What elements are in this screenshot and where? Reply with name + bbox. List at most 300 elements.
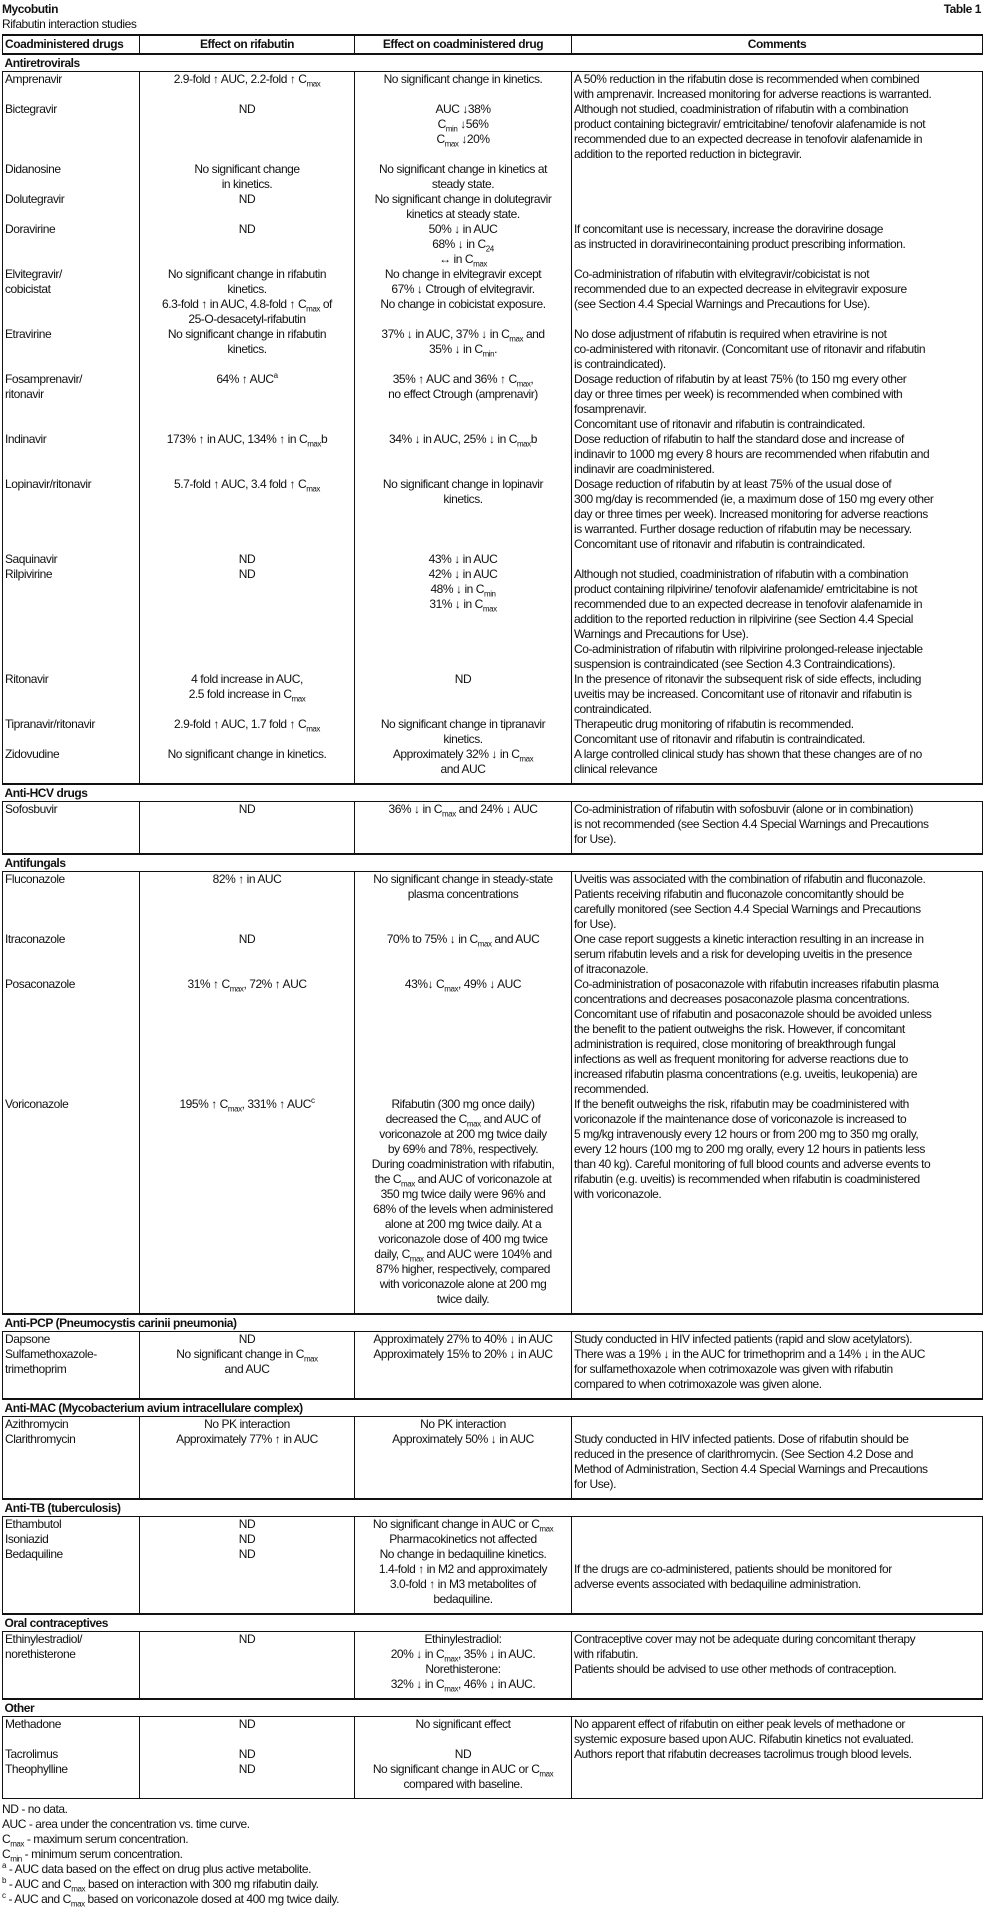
effect-on-coadministered-cell — [355, 1632, 572, 1693]
effect-on-rifabutin-cell-line: ND — [238, 567, 256, 581]
drug-cell — [3, 1762, 140, 1792]
comments-cell — [572, 1532, 983, 1547]
drug-cell-line: Ethinylestradiol/ — [5, 1632, 83, 1646]
drug-cell-line: Lopinavir/ritonavir — [5, 477, 92, 491]
comments-cell-line: Co-administration of rifabutin with rilpivirine prolonged-release injectable — [574, 642, 923, 656]
footnote: $^b$ - AUC and $C_{max}$ based on interaction with 300 mg rifabutin daily. — [2, 1876, 319, 1894]
interaction-table — [2, 34, 983, 1799]
comments-cell-line: with amprenavir. Increased monitoring for adverse reactions is warranted. — [574, 87, 932, 101]
comments-cell-line: No apparent effect of rifabutin on either peak levels of methadone or — [574, 1717, 905, 1731]
effect-on-coadministered-cell-line: 43%↓ $C_{max}$, 49% ↓ AUC — [404, 977, 522, 994]
comments-cell-line: Warnings and Precautions for Use). — [574, 627, 749, 641]
comments-cell — [572, 102, 983, 162]
effect-on-rifabutin-cell-line: ND — [238, 802, 256, 816]
table-row — [3, 222, 983, 267]
effect-on-rifabutin-cell — [140, 1517, 355, 1533]
section-spacer — [3, 1392, 983, 1399]
effect-on-coadministered-cell-line: 37% ↓ in AUC, 37% ↓ in $C_{max}$ and — [381, 327, 545, 344]
comments-cell-line: for sulfamethoxazole when cotrimoxazole was given with rifabutin — [574, 1362, 893, 1376]
comments-cell-line: administration is required, close monitoring of breakthrough fungal — [574, 1037, 896, 1051]
effect-on-coadministered-cell-line: steady state. — [431, 177, 495, 191]
drug-cell-line: Saquinavir — [5, 552, 58, 566]
table-row — [3, 1347, 983, 1392]
drug-cell — [3, 1547, 140, 1607]
drug-cell-line: Theophylline — [5, 1762, 68, 1776]
effect-on-rifabutin-cell-line: No significant change in rifabutin — [167, 267, 327, 281]
comments-cell-line: addition to the reported reduction in rilpivirine (see Section 4.4 Special — [574, 612, 913, 626]
effect-on-coadministered-cell-line: 48% ↓ in $C_{min}$ — [430, 582, 496, 599]
drug-cell-line: Etravirine — [5, 327, 52, 341]
comments-cell-line: the benefit to the patient outweighs the risk. However, if concomitant — [574, 1022, 905, 1036]
effect-on-rifabutin-cell-line: ND — [238, 932, 256, 946]
effect-on-coadministered-cell-line: ND — [454, 1747, 472, 1761]
effect-on-coadministered-cell-line: No significant change in AUC or $C_{max}$ — [372, 1517, 554, 1534]
effect-on-rifabutin-cell — [140, 1762, 355, 1792]
drug-cell — [3, 1432, 140, 1492]
effect-on-coadministered-cell — [355, 1532, 572, 1547]
comments-cell — [572, 802, 983, 848]
comments-cell-line: reduced in the presence of clarithromycin. (See Section 4.2 Dose and — [574, 1447, 913, 1461]
effect-on-coadministered-cell — [355, 477, 572, 552]
effect-on-rifabutin-cell — [140, 327, 355, 372]
effect-on-rifabutin-cell-line: ND — [238, 192, 256, 206]
effect-on-coadministered-cell-line: 35% ↓ in $C_{min}$. — [429, 342, 497, 359]
drug-cell — [3, 162, 140, 192]
drug-cell-line: norethisterone — [5, 1647, 76, 1661]
comments-cell-line: Co-administration of rifabutin with sofosbuvir (alone or in combination) — [574, 802, 914, 816]
comments-cell-line: Method of Administration, Section 4.4 Special Warnings and Precautions — [574, 1462, 928, 1476]
effect-on-rifabutin-cell-line: 173% ↑ in AUC, 134% ↑ in $C_{max}b$ — [166, 432, 328, 449]
effect-on-coadministered-cell-line: No change in cobicistat exposure. — [380, 297, 546, 311]
drug-cell — [3, 1632, 140, 1693]
effect-on-rifabutin-cell — [140, 872, 355, 933]
effect-on-rifabutin-cell-line: ND — [238, 1762, 256, 1776]
comments-cell-line: One case report suggests a kinetic interaction resulting in an increase in — [574, 932, 924, 946]
effect-on-rifabutin-cell — [140, 1532, 355, 1547]
effect-on-rifabutin-cell-line: 2.5 fold increase in $C_{max}$ — [188, 687, 306, 704]
effect-on-rifabutin-cell-line: Approximately 77% ↑ in AUC — [176, 1432, 318, 1446]
effect-on-coadministered-cell-line: daily, $C_{max}$ and AUC were 104% and — [374, 1247, 552, 1264]
drug-cell-line: Didanosine — [5, 162, 61, 176]
comments-cell-line: recommended. — [574, 1082, 649, 1096]
comments-cell — [572, 432, 983, 477]
effect-on-rifabutin-cell-line: ND — [238, 222, 256, 236]
comments-cell-line: Although not studied, coadministration of rifabutin with a combination — [574, 102, 909, 116]
comments-cell-line: for Use). — [574, 1477, 616, 1491]
section-header-row — [3, 1614, 983, 1632]
table-row — [3, 267, 983, 327]
effect-on-rifabutin-cell-line: ND — [238, 1332, 256, 1346]
comments-cell-line: 5 mg/kg intravenously every 12 hours or from 200 mg to 350 mg orally, — [574, 1127, 919, 1141]
comments-cell-line: than 40 kg). Careful monitoring of full blood counts and adverse events to — [574, 1157, 931, 1171]
effect-on-rifabutin-cell — [140, 432, 355, 477]
effect-on-rifabutin-cell-line: ND — [238, 1517, 256, 1531]
footnote: $^a$ - AUC data based on the effect on drug plus active metabolite. — [2, 1861, 311, 1876]
effect-on-coadministered-cell-line: 87% higher, respectively, compared — [376, 1262, 550, 1276]
effect-on-coadministered-cell-line: No PK interaction — [420, 1417, 506, 1431]
comments-cell-line: co-administered with ritonavir. (Concomitant use of ritonavir and rifabutin — [574, 342, 926, 356]
table-row — [3, 1432, 983, 1492]
effect-on-rifabutin-cell — [140, 717, 355, 747]
effect-on-coadministered-cell — [355, 672, 572, 717]
comments-cell-line: uveitis may be increased. Concomitant use of ritonavir and rifabutin is — [574, 687, 912, 701]
table-row — [3, 1532, 983, 1547]
effect-on-rifabutin-cell — [140, 72, 355, 103]
effect-on-rifabutin-cell — [140, 1097, 355, 1307]
effect-on-rifabutin-cell-line: 25-O-desacetyl-rifabutin — [188, 312, 306, 326]
effect-on-coadministered-cell — [355, 102, 572, 162]
effect-on-coadministered-cell-line: 50% ↓ in AUC — [428, 222, 498, 236]
comments-cell — [572, 192, 983, 222]
drug-cell-line: Fosamprenavir/ — [5, 372, 83, 386]
section-title: Anti-PCP (Pneumocystis carinii pneumonia) — [3, 1314, 983, 1332]
effect-on-coadministered-cell-line: ND — [454, 672, 472, 686]
comments-cell-line: for Use). — [574, 917, 616, 931]
comments-cell — [572, 932, 983, 977]
table-row — [3, 977, 983, 1097]
column-header: Effect on coadministered drug — [355, 35, 572, 54]
drug-cell — [3, 552, 140, 567]
effect-on-rifabutin-cell — [140, 1332, 355, 1348]
comments-cell-line: fosamprenavir. — [574, 402, 647, 416]
comments-cell-line: serum rifabutin levels and a risk for developing uveitis in the presence — [574, 947, 912, 961]
comments-cell-line: systemic exposure based upon AUC. Rifabutin kinetics not evaluated. — [574, 1732, 914, 1746]
comments-cell-line: adverse events associated with bedaquiline administration. — [574, 1577, 861, 1591]
footnote: $C_{max}$ - maximum serum concentration. — [2, 1832, 189, 1849]
drug-cell-line: Sofosbuvir — [5, 802, 58, 816]
table-row — [3, 1762, 983, 1792]
drug-cell-line: Azithromycin — [5, 1417, 69, 1431]
table-row — [3, 1097, 983, 1307]
drug-cell-line: Ethambutol — [5, 1517, 62, 1531]
comments-cell — [572, 162, 983, 192]
comments-cell-line: Authors report that rifabutin decreases tacrolimus trough blood levels. — [574, 1747, 912, 1761]
drug-cell-line: Indinavir — [5, 432, 47, 446]
comments-cell — [572, 672, 983, 717]
table-row — [3, 1717, 983, 1748]
comments-cell — [572, 327, 983, 372]
comments-cell — [572, 1547, 983, 1607]
comments-cell — [572, 567, 983, 672]
table-row — [3, 372, 983, 432]
comments-cell-line: Study conducted in HIV infected patients. Dose of rifabutin should be — [574, 1432, 909, 1446]
effect-on-coadministered-cell-line: voriconazole at 200 mg twice daily — [379, 1127, 547, 1141]
drug-cell — [3, 1097, 140, 1307]
effect-on-rifabutin-cell — [140, 267, 355, 327]
drug-cell-line: Elvitegravir/ — [5, 267, 62, 281]
section-title: Anti-MAC (Mycobacterium avium intracellulare complex) — [3, 1399, 983, 1417]
effect-on-coadministered-cell-line: Rifabutin (300 mg once daily) — [391, 1097, 535, 1111]
comments-cell-line: (see Section 4.4 Special Warnings and Precautions for Use). — [574, 297, 870, 311]
effect-on-coadministered-cell-line: alone at 200 mg twice daily. At a — [384, 1217, 542, 1231]
comments-cell-line: is not recommended (see Section 4.4 Special Warnings and Precautions — [574, 817, 929, 831]
effect-on-coadministered-cell — [355, 162, 572, 192]
table-row — [3, 932, 983, 977]
drug-cell — [3, 372, 140, 432]
comments-cell-line: suspension is contraindicated (see Section 4.3 Contraindications). — [574, 657, 896, 671]
comments-cell-line: with voriconazole. — [574, 1187, 662, 1201]
section-spacer — [3, 1492, 983, 1499]
table-subtitle: Rifabutin interaction studies — [2, 17, 137, 31]
table-row — [3, 1632, 983, 1693]
effect-on-rifabutin-cell-line: 82% ↑ in AUC — [212, 872, 282, 886]
effect-on-rifabutin-cell — [140, 477, 355, 552]
effect-on-coadministered-cell-line: No change in elvitegravir except — [384, 267, 542, 281]
drug-cell — [3, 1347, 140, 1392]
drug-cell-line: Itraconazole — [5, 932, 65, 946]
effect-on-coadministered-cell — [355, 717, 572, 747]
comments-cell-line: addition to the reported reduction in bictegravir. — [574, 147, 802, 161]
effect-on-rifabutin-cell — [140, 552, 355, 567]
comments-cell-line: rifabutin (e.g. uveitis) is recommended when rifabutin is coadministered — [574, 1172, 920, 1186]
section-title: Anti-TB (tuberculosis) — [3, 1499, 983, 1517]
drug-cell — [3, 747, 140, 777]
effect-on-rifabutin-cell — [140, 372, 355, 432]
effect-on-coadministered-cell-line: Approximately 27% to 40% ↓ in AUC — [373, 1332, 553, 1346]
comments-cell-line: Concomitant use of rifabutin and posaconazole should be avoided unless — [574, 1007, 932, 1021]
effect-on-rifabutin-cell-line: 5.7-fold ↑ AUC, 3.4 fold ↑ $C_{max}$ — [174, 477, 320, 494]
effect-on-coadministered-cell — [355, 267, 572, 327]
effect-on-coadministered-cell-line: 67% ↓ Ctrough of elvitegravir. — [391, 282, 535, 296]
comments-cell-line: Although not studied, coadministration of rifabutin with a combination — [574, 567, 909, 581]
effect-on-coadministered-cell-line: decreased the $C_{max}$ and AUC of — [385, 1112, 541, 1129]
table-row — [3, 1747, 983, 1762]
effect-on-coadministered-cell-line: kinetics at steady state. — [406, 207, 520, 221]
comments-cell — [572, 1632, 983, 1693]
comments-cell-line: Patients should be advised to use other methods of contraception. — [574, 1662, 897, 1676]
column-header: Effect on rifabutin — [140, 35, 355, 54]
effect-on-coadministered-cell-line: with voriconazole alone at 200 mg — [379, 1277, 547, 1291]
comments-cell — [572, 1762, 983, 1792]
effect-on-rifabutin-cell-line: 6.3-fold ↑ in AUC, 4.8-fold ↑ $C_{max}$ of — [162, 297, 332, 314]
effect-on-rifabutin-cell-line: ND — [238, 102, 256, 116]
effect-on-coadministered-cell — [355, 1547, 572, 1607]
drug-cell-line: Bedaquiline — [5, 1547, 63, 1561]
effect-on-coadministered-cell — [355, 802, 572, 848]
effect-on-rifabutin-cell — [140, 1347, 355, 1392]
table-row — [3, 747, 983, 777]
effect-on-rifabutin-cell-line: No significant change — [194, 162, 300, 176]
table-row — [3, 192, 983, 222]
effect-on-coadministered-cell-line: 350 mg twice daily were 96% and — [380, 1187, 546, 1201]
section-header-row — [3, 1499, 983, 1517]
table-row — [3, 1517, 983, 1533]
section-title: Oral contraceptives — [3, 1614, 983, 1632]
effect-on-coadministered-cell-line: No significant effect — [415, 1717, 511, 1731]
effect-on-coadministered-cell-line: twice daily. — [436, 1292, 490, 1306]
effect-on-coadministered-cell-line: plasma concentrations — [407, 887, 519, 901]
comments-cell-line: product containing bictegravir/ emtricitabine/ tenofovir alafenamide is not — [574, 117, 926, 131]
table-row — [3, 72, 983, 103]
comments-cell — [572, 1747, 983, 1762]
drug-cell-line: Dapsone — [5, 1332, 50, 1346]
effect-on-coadministered-cell — [355, 872, 572, 933]
effect-on-coadministered-cell — [355, 372, 572, 432]
table-row — [3, 432, 983, 477]
comments-cell-line: carefully monitored (see Section 4.4 Special Warnings and Precautions — [574, 902, 921, 916]
effect-on-rifabutin-cell-line: 2.9-fold ↑ AUC, 2.2-fold ↑ $C_{max}$ — [173, 72, 321, 89]
effect-on-rifabutin-cell — [140, 192, 355, 222]
comments-cell-line: product containing rilpivirine/ tenofovir alafenamide/ emtricitabine is not — [574, 582, 918, 596]
comments-cell-line: infections as well as frequent monitoring for adverse reactions due to — [574, 1052, 909, 1066]
drug-cell-line: Clarithromycin — [5, 1432, 76, 1446]
table-row — [3, 327, 983, 372]
effect-on-rifabutin-cell-line: 4 fold increase in AUC, — [191, 672, 303, 686]
effect-on-coadministered-cell-line: No significant change in dolutegravir — [374, 192, 552, 206]
comments-cell-line: day or three times per week). Increased monitoring for adverse reactions — [574, 507, 928, 521]
effect-on-rifabutin-cell-line: ND — [238, 1632, 256, 1646]
comments-cell — [572, 222, 983, 267]
effect-on-coadministered-cell-line: bedaquiline. — [433, 1592, 493, 1606]
effect-on-coadministered-cell — [355, 1417, 572, 1433]
effect-on-coadministered-cell-line: 34% ↓ in AUC, 25% ↓ in $C_{max}b$ — [389, 432, 537, 449]
comments-cell-line: A 50% reduction in the rifabutin dose is recommended when combined — [574, 72, 920, 86]
effect-on-rifabutin-cell — [140, 1717, 355, 1748]
drug-cell-line: Methadone — [5, 1717, 61, 1731]
effect-on-coadministered-cell — [355, 977, 572, 1097]
effect-on-rifabutin-cell — [140, 222, 355, 267]
effect-on-rifabutin-cell — [140, 567, 355, 672]
comments-cell-line: indinavir are coadministered. — [574, 462, 715, 476]
effect-on-coadministered-cell — [355, 327, 572, 372]
effect-on-coadministered-cell-line: 70% to 75% ↓ in $C_{max}$ and AUC — [386, 932, 540, 949]
comments-cell — [572, 717, 983, 747]
effect-on-rifabutin-cell-line: ND — [238, 552, 256, 566]
section-header-row — [3, 1699, 983, 1717]
section-header-row — [3, 1314, 983, 1332]
effect-on-coadministered-cell — [355, 192, 572, 222]
drug-cell — [3, 1417, 140, 1433]
comments-cell-line: Concomitant use of ritonavir and rifabutin is contraindicated. — [574, 732, 865, 746]
drug-cell-line: Ritonavir — [5, 672, 49, 686]
table-row — [3, 477, 983, 552]
comments-cell-line: clinical relevance — [574, 762, 658, 776]
effect-on-coadministered-cell-line: 1.4-fold ↑ in M2 and approximately — [378, 1562, 548, 1576]
drug-cell-line: Voriconazole — [5, 1097, 69, 1111]
effect-on-rifabutin-cell-line: ND — [238, 1532, 256, 1546]
drug-cell-line: Isoniazid — [5, 1532, 49, 1546]
drug-cell — [3, 1717, 140, 1748]
document-title: Mycobutin — [2, 2, 58, 16]
comments-cell — [572, 477, 983, 552]
effect-on-rifabutin-cell — [140, 977, 355, 1097]
drug-cell-line: ritonavir — [5, 387, 44, 401]
effect-on-coadministered-cell-line: $C_{max}$ ↓20% — [436, 132, 490, 149]
drug-cell-line: Doravirine — [5, 222, 56, 236]
section-header-row — [3, 854, 983, 872]
effect-on-coadministered-cell-line: 43% ↓ in AUC — [428, 552, 498, 566]
section-header-row — [3, 1399, 983, 1417]
effect-on-rifabutin-cell-line: ND — [238, 1547, 256, 1561]
effect-on-coadministered-cell-line: 31% ↓ in $C_{max}$ — [429, 597, 497, 614]
section-header-row — [3, 54, 983, 72]
effect-on-coadministered-cell-line: 36% ↓ in $C_{max}$ and 24% ↓ AUC — [388, 802, 538, 819]
comments-cell-line: indinavir to 1000 mg every 8 hours are recommended when rifabutin and — [574, 447, 930, 461]
comments-cell-line: Co-administration of rifabutin with elvitegravir/cobicistat is not — [574, 267, 870, 281]
drug-cell — [3, 802, 140, 848]
table-label: Table 1 — [943, 2, 981, 16]
table-row — [3, 1417, 983, 1433]
footnote: ND - no data. — [2, 1802, 68, 1816]
effect-on-rifabutin-cell-line: No significant change in $C_{max}$ — [176, 1347, 318, 1364]
drug-cell-line: Posaconazole — [5, 977, 75, 991]
drug-cell-line: cobicistat — [5, 282, 51, 296]
table-row — [3, 1547, 983, 1607]
comments-cell — [572, 1332, 983, 1348]
drug-cell-line: Dolutegravir — [5, 192, 65, 206]
effect-on-coadministered-cell-line: no effect Ctrough (amprenavir) — [388, 387, 538, 401]
comments-cell — [572, 552, 983, 567]
comments-cell-line: recommended due to an expected decrease in tenofovir alafenamide in — [574, 597, 923, 611]
effect-on-rifabutin-cell — [140, 1417, 355, 1433]
effect-on-coadministered-cell-line: No significant change in lopinavir — [382, 477, 544, 491]
comments-cell — [572, 1097, 983, 1307]
drug-cell — [3, 72, 140, 103]
drug-cell — [3, 1332, 140, 1348]
drug-cell-line: Zidovudine — [5, 747, 60, 761]
effect-on-coadministered-cell — [355, 1432, 572, 1492]
effect-on-coadministered-cell-line: Approximately 32% ↓ in $C_{max}$ — [392, 747, 534, 764]
effect-on-coadministered-cell — [355, 567, 572, 672]
section-title: Other — [3, 1699, 983, 1717]
effect-on-coadministered-cell — [355, 1762, 572, 1792]
effect-on-rifabutin-cell-line: kinetics. — [227, 342, 267, 356]
drug-cell — [3, 1517, 140, 1533]
effect-on-coadministered-cell-line: voriconazole dose of 400 mg twice — [378, 1232, 548, 1246]
effect-on-coadministered-cell — [355, 1747, 572, 1762]
column-header: Coadministered drugs — [3, 35, 140, 54]
comments-cell-line: There was a 19% ↓ in the AUC for trimethoprim and a 14% ↓ in the AUC — [574, 1347, 925, 1361]
comments-cell-line: voriconazole if the maintenance dose of voriconazole is increased to — [574, 1112, 907, 1126]
table-row — [3, 1332, 983, 1348]
effect-on-coadministered-cell-line: No significant change in kinetics at — [379, 162, 547, 176]
effect-on-coadministered-cell-line: Approximately 50% ↓ in AUC — [392, 1432, 534, 1446]
effect-on-coadministered-cell-line: Ethinylestradiol: — [424, 1632, 502, 1646]
comments-cell-line: with rifabutin. — [574, 1647, 638, 1661]
effect-on-coadministered-cell — [355, 1347, 572, 1392]
effect-on-coadministered-cell — [355, 72, 572, 103]
drug-cell — [3, 1532, 140, 1547]
column-header: Comments — [572, 35, 983, 54]
effect-on-coadministered-cell-line: Norethisterone: — [425, 1662, 501, 1676]
effect-on-rifabutin-cell-line: 195% ↑ $C_{max}$, 331% ↑ AUC$^c$ — [179, 1096, 315, 1114]
drug-cell — [3, 1747, 140, 1762]
table-row — [3, 567, 983, 672]
table-row — [3, 552, 983, 567]
section-title: Anti-HCV drugs — [3, 784, 983, 802]
section-title: Antifungals — [3, 854, 983, 872]
effect-on-rifabutin-cell-line: 31% ↑ $C_{max}$, 72% ↑ AUC — [187, 977, 307, 994]
effect-on-coadministered-cell-line: During coadministration with rifabutin, — [371, 1157, 555, 1171]
comments-cell-line: contraindicated. — [574, 702, 652, 716]
drug-cell — [3, 872, 140, 933]
effect-on-coadministered-cell-line: by 69% and 78%, respectively. — [387, 1142, 539, 1156]
comments-cell-line: Co-administration of posaconazole with rifabutin increases rifabutin plasma — [574, 977, 939, 991]
effect-on-rifabutin-cell-line: ND — [238, 1747, 256, 1761]
table-body — [3, 54, 983, 1799]
document-header — [2, 2, 981, 17]
effect-on-rifabutin-cell — [140, 1432, 355, 1492]
comments-cell-line: of itraconazole. — [574, 962, 649, 976]
comments-cell-line: compared to when cotrimoxazole was given alone. — [574, 1377, 822, 1391]
comments-cell — [572, 872, 983, 933]
comments-cell-line: Study conducted in HIV infected patients (rapid and slow acetylators). — [574, 1332, 913, 1346]
effect-on-rifabutin-cell-line: in kinetics. — [221, 177, 273, 191]
comments-cell — [572, 72, 983, 103]
table-row — [3, 872, 983, 933]
comments-cell-line: Concomitant use of ritonavir and rifabutin is contraindicated. — [574, 537, 865, 551]
effect-on-rifabutin-cell — [140, 102, 355, 162]
